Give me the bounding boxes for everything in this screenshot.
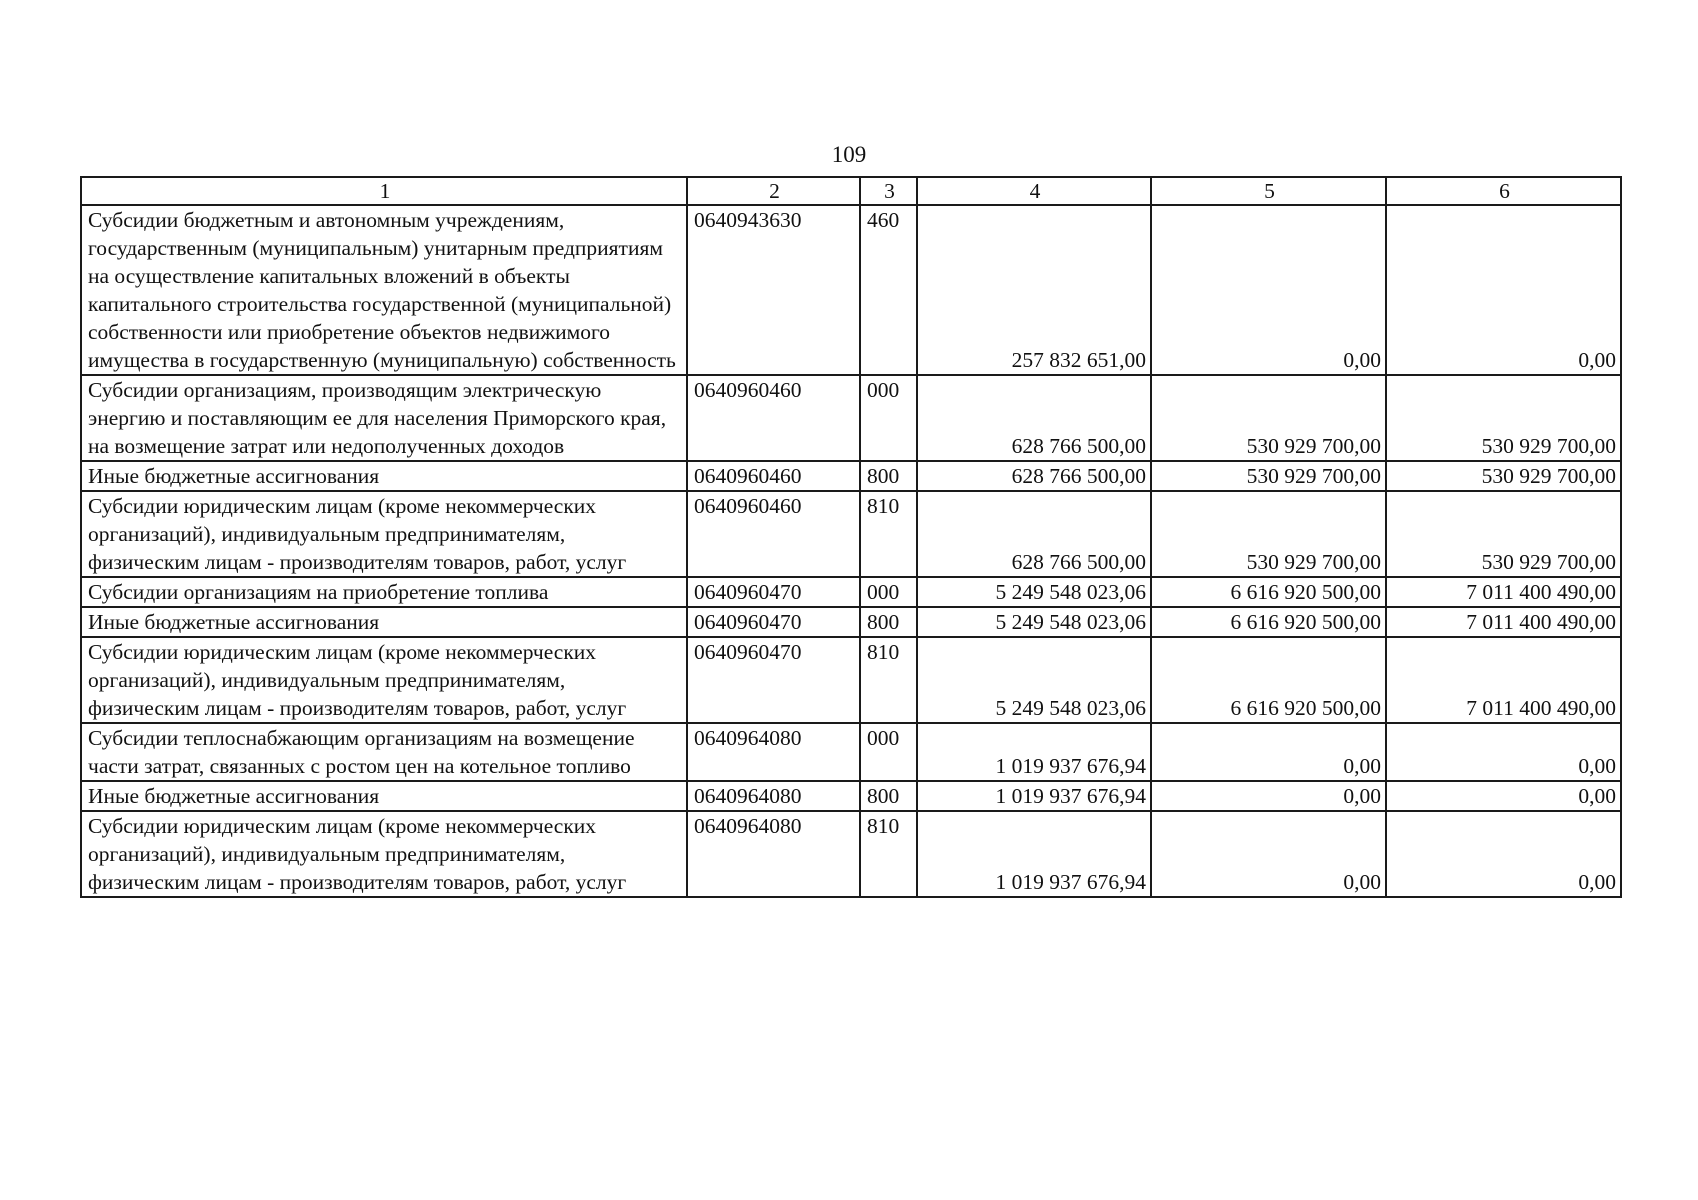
row-target-code: 0640964080: [687, 723, 860, 781]
row-amount-col6: 530 929 700,00: [1386, 491, 1621, 577]
row-amount-col4: 1 019 937 676,94: [917, 811, 1151, 897]
column-number-5: 5: [1151, 177, 1386, 205]
row-amount-col5: 6 616 920 500,00: [1151, 637, 1386, 723]
row-amount-col4: 257 832 651,00: [917, 205, 1151, 375]
column-number-row: [81, 177, 1621, 205]
row-amount-col4: 5 249 548 023,06: [917, 577, 1151, 607]
row-target-code: 0640943630: [687, 205, 860, 375]
table-row: [81, 811, 1621, 897]
row-name: Иные бюджетные ассигнования: [81, 461, 687, 491]
row-name: Иные бюджетные ассигнования: [81, 607, 687, 637]
row-name: Субсидии юридическим лицам (кроме некоммерческих организаций), индивидуальным предпринимателям, физическим лицам - производителям товаров, работ, услуг: [81, 491, 687, 577]
row-amount-col4: 1 019 937 676,94: [917, 781, 1151, 811]
row-amount-col5: 530 929 700,00: [1151, 491, 1386, 577]
row-amount-col5: 0,00: [1151, 781, 1386, 811]
table-row: [81, 461, 1621, 491]
table-row: [81, 607, 1621, 637]
row-name: Субсидии юридическим лицам (кроме некоммерческих организаций), индивидуальным предпринимателям, физическим лицам - производителям товаров, работ, услуг: [81, 637, 687, 723]
row-expense-type: 000: [860, 577, 917, 607]
row-amount-col5: 0,00: [1151, 723, 1386, 781]
row-amount-col4: 628 766 500,00: [917, 375, 1151, 461]
row-amount-col4: 628 766 500,00: [917, 491, 1151, 577]
table-row: [81, 491, 1621, 577]
row-expense-type: 000: [860, 723, 917, 781]
row-target-code: 0640960470: [687, 637, 860, 723]
row-expense-type: 800: [860, 607, 917, 637]
table-row: [81, 723, 1621, 781]
row-amount-col6: 7 011 400 490,00: [1386, 607, 1621, 637]
row-target-code: 0640960470: [687, 577, 860, 607]
row-target-code: 0640960470: [687, 607, 860, 637]
row-target-code: 0640960460: [687, 375, 860, 461]
row-expense-type: 800: [860, 781, 917, 811]
row-amount-col6: 7 011 400 490,00: [1386, 577, 1621, 607]
row-target-code: 0640960460: [687, 491, 860, 577]
table-row: [81, 781, 1621, 811]
table-row: [81, 577, 1621, 607]
row-name: Субсидии организациям, производящим электрическую энергию и поставляющим ее для населения Приморского края, на возмещение затрат или недополученных доходов: [81, 375, 687, 461]
row-name: Субсидии организациям на приобретение топлива: [81, 577, 687, 607]
row-amount-col4: 5 249 548 023,06: [917, 607, 1151, 637]
row-amount-col4: 628 766 500,00: [917, 461, 1151, 491]
row-name: Субсидии юридическим лицам (кроме некоммерческих организаций), индивидуальным предпринимателям, физическим лицам - производителям товаров, работ, услуг: [81, 811, 687, 897]
row-amount-col5: 530 929 700,00: [1151, 375, 1386, 461]
column-number-4: 4: [917, 177, 1151, 205]
column-number-1: 1: [81, 177, 687, 205]
row-name: Субсидии бюджетным и автономным учреждениям, государственным (муниципальным) унитарным предприятиям на осуществление капитальных вложений в объекты капитального строительства государственной (муниципальной) собственности или приобретение объектов недвижимого имущества в государственную (муниципальную) собственность: [81, 205, 687, 375]
column-number-3: 3: [860, 177, 917, 205]
row-expense-type: 810: [860, 811, 917, 897]
row-name: Субсидии теплоснабжающим организациям на возмещение части затрат, связанных с ростом цен на котельное топливо: [81, 723, 687, 781]
row-amount-col5: 6 616 920 500,00: [1151, 607, 1386, 637]
row-target-code: 0640964080: [687, 781, 860, 811]
row-amount-col6: 530 929 700,00: [1386, 461, 1621, 491]
table-row: [81, 375, 1621, 461]
row-amount-col6: 0,00: [1386, 811, 1621, 897]
row-name: Иные бюджетные ассигнования: [81, 781, 687, 811]
column-number-2: 2: [687, 177, 860, 205]
page-number: 109: [831, 142, 867, 167]
row-expense-type: 810: [860, 491, 917, 577]
row-amount-col5: 0,00: [1151, 811, 1386, 897]
table-row: [81, 637, 1621, 723]
row-amount-col6: 0,00: [1386, 781, 1621, 811]
row-amount-col4: 5 249 548 023,06: [917, 637, 1151, 723]
row-amount-col5: 6 616 920 500,00: [1151, 577, 1386, 607]
row-expense-type: 810: [860, 637, 917, 723]
row-expense-type: 000: [860, 375, 917, 461]
row-amount-col5: 0,00: [1151, 205, 1386, 375]
row-amount-col6: 7 011 400 490,00: [1386, 637, 1621, 723]
row-amount-col6: 0,00: [1386, 205, 1621, 375]
row-amount-col4: 1 019 937 676,94: [917, 723, 1151, 781]
row-expense-type: 460: [860, 205, 917, 375]
row-target-code: 0640960460: [687, 461, 860, 491]
column-number-6: 6: [1386, 177, 1621, 205]
row-target-code: 0640964080: [687, 811, 860, 897]
row-amount-col5: 530 929 700,00: [1151, 461, 1386, 491]
row-amount-col6: 530 929 700,00: [1386, 375, 1621, 461]
row-amount-col6: 0,00: [1386, 723, 1621, 781]
row-expense-type: 800: [860, 461, 917, 491]
table-row: [81, 205, 1621, 375]
budget-table: [80, 176, 1622, 898]
